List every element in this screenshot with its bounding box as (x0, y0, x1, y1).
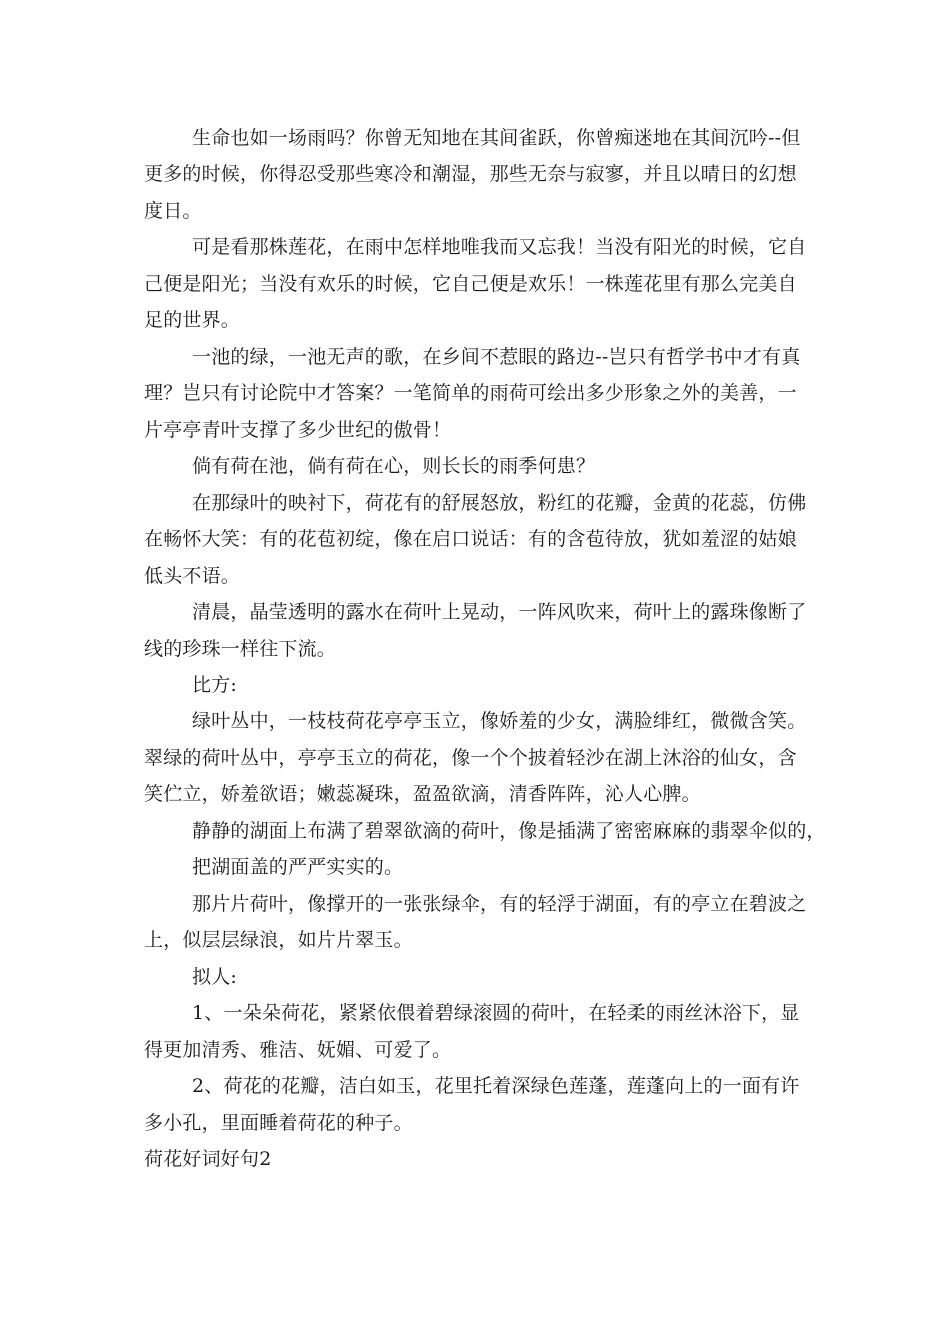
paragraph-line: 清晨，晶莹透明的露水在荷叶上晃动，一阵风吹来，荷叶上的露珠像断了 (192, 601, 807, 623)
paragraph-line: 度日。 (144, 200, 202, 222)
paragraph-line: 倘有荷在池，倘有荷在心，则长长的雨季何患？ (192, 455, 596, 477)
paragraph-line: 可是看那株莲花，在雨中怎样地唯我而又忘我！当没有阳光的时候，它自 (192, 236, 807, 258)
section-heading: 荷花好词好句2 (144, 1148, 272, 1170)
paragraph-line: 笑伫立，娇羞欲语；嫩蕊凝珠，盈盈欲滴，清香阵阵，沁人心脾。 (144, 783, 701, 805)
paragraph-line: 绿叶丛中，一枝枝荷花亭亭玉立，像娇羞的少女，满脸绯红，微微含笑。 (192, 710, 807, 732)
paragraph-line: 在那绿叶的映衬下，荷花有的舒展怒放，粉红的花瓣，金黄的花蕊，仿佛 (192, 492, 807, 514)
paragraph-line: 线的珍珠一样往下流。 (144, 638, 337, 660)
paragraph-line: 多小孔，里面睡着荷花的种子。 (144, 1112, 413, 1134)
paragraph-line: 一池的绿，一池无声的歌，在乡间不惹眼的路边--岂只有哲学书中才有真 (192, 346, 801, 368)
paragraph-line: 理？岂只有讨论院中才答案？一笔简单的雨荷可绘出多少形象之外的美善，一 (144, 382, 797, 404)
list-item: 2、荷花的花瓣，洁白如玉，花里托着深绿色莲蓬，莲蓬向上的一面有许 (192, 1075, 800, 1097)
paragraph-line: 己便是阳光；当没有欢乐的时候，它自己便是欢乐！一株莲花里有那么完美自 (144, 273, 797, 295)
paragraph-line: 那片片荷叶，像撑开的一张张绿伞，有的轻浮于湖面，有的亭立在碧波之 (192, 893, 807, 915)
section-label: 拟人: (192, 966, 238, 988)
paragraph-line: 得更加清秀、雅洁、妩媚、可爱了。 (144, 1039, 452, 1061)
paragraph-line: 静静的湖面上布满了碧翠欲滴的荷叶，像是插满了密密麻麻的翡翠伞似的， (192, 820, 826, 842)
list-item: 1、一朵朵荷花，紧紧依偎着碧绿滚圆的荷叶，在轻柔的雨丝沐浴下，显 (192, 1002, 800, 1024)
paragraph-line: 片亭亭青叶支撑了多少世纪的傲骨！ (144, 419, 452, 441)
paragraph-line: 低头不语。 (144, 565, 241, 587)
paragraph-line: 翠绿的荷叶丛中，亭亭玉立的荷花，像一个个披着轻沙在湖上沐浴的仙女，含 (144, 747, 797, 769)
paragraph-line: 足的世界。 (144, 309, 241, 331)
paragraph-line: 上，似层层绿浪，如片片翠玉。 (144, 929, 413, 951)
paragraph-line: 更多的时候，你得忍受那些寒冷和潮湿，那些无奈与寂寥，并且以晴日的幻想 (144, 163, 797, 185)
paragraph-line: 生命也如一场雨吗？你曾无知地在其间雀跃，你曾痴迷地在其间沉吟--但 (192, 127, 801, 149)
section-label: 比方: (192, 674, 238, 696)
paragraph-line: 在畅怀大笑：有的花苞初绽，像在启口说话：有的含苞待放，犹如羞涩的姑娘 (144, 528, 797, 550)
paragraph-line: 把湖面盖的严严实实的。 (192, 856, 404, 878)
